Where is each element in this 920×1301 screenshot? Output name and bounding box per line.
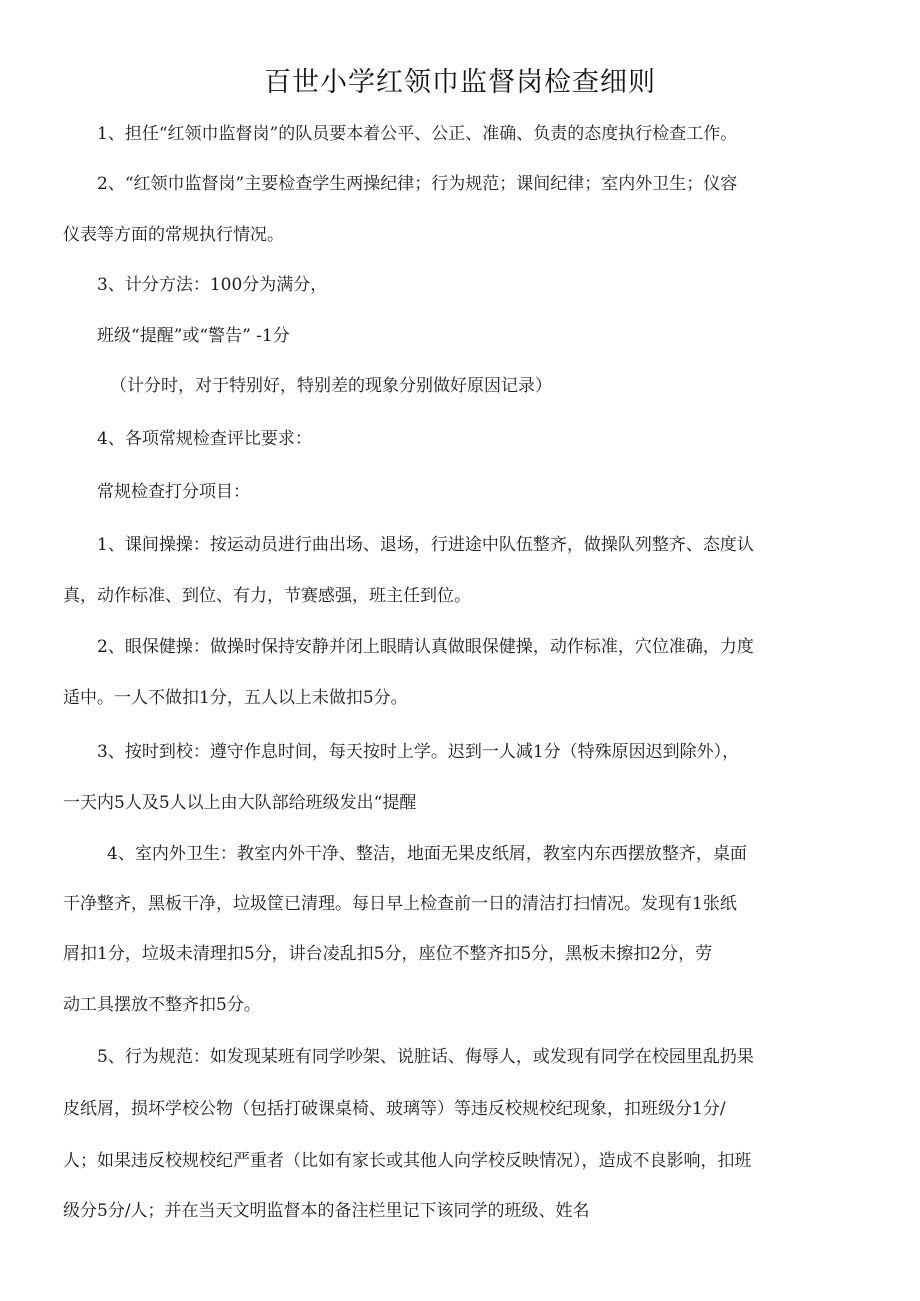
text-line: 屑扣1分，垃圾未清理扣5分，讲台凌乱扣5分，座位不整齐扣5分，黑板未擦扣2分，劳 xyxy=(63,944,713,964)
text-line: 皮纸屑，损坏学校公物（包括打破课桌椅、玻璃等）等违反校规校纪现象，扣班级分1分/ xyxy=(63,1099,726,1119)
text-line: 1、担任“红领巾监督岗”的队员要本着公平、公正、准确、负责的态度执行检查工作。 xyxy=(97,124,738,144)
text-line: 5、行为规范：如发现某班有同学吵架、说脏话、侮辱人，或发现有同学在校园里乱扔果 xyxy=(97,1047,754,1067)
text-line: 班级“提醒”或“警告” -1分 xyxy=(97,326,290,346)
document-title: 百世小学红领巾监督岗检查细则 xyxy=(264,67,656,98)
text-line: 适中。一人不做扣1分，五人以上未做扣5分。 xyxy=(63,688,408,708)
text-line: 一天内5人及5人以上由大队部给班级发出“提醒 xyxy=(63,793,417,813)
text-line: 2、“红领巾监督岗”主要检查学生两操纪律；行为规范；课间纪律；室内外卫生；仪容 xyxy=(97,174,738,194)
text-line: 4、各项常规检查评比要求： xyxy=(97,429,312,449)
text-line: 2、眼保健操：做操时保持安静并闭上眼睛认真做眼保健操，动作标准，穴位准确，力度 xyxy=(97,637,754,657)
text-line: 4、室内外卫生：教室内外干净、整洁，地面无果皮纸屑，教室内东西摆放整齐，桌面 xyxy=(107,844,747,864)
text-line: 1、课间操操：按运动员进行曲出场、退场，行进途中队伍整齐，做操队列整齐、态度认 xyxy=(97,535,754,555)
text-line: 3、按时到校：遵守作息时间，每天按时上学。迟到一人减1分（特殊原因迟到除外）， xyxy=(97,742,740,762)
text-line: 真，动作标准、到位、有力，节赛感强，班主任到位。 xyxy=(63,586,471,606)
text-line: 3、计分方法：100分为满分， xyxy=(97,275,328,295)
text-line: （计分时，对于特别好，特别差的现象分别做好原因记录） xyxy=(110,376,552,396)
text-line: 级分5分/人；并在当天文明监督本的备注栏里记下该同学的班级、姓名 xyxy=(63,1201,590,1221)
text-line: 人；如果违反校规校纪严重者（比如有家长或其他人向学校反映情况），造成不良影响，扣班 xyxy=(63,1151,752,1171)
text-line: 常规检查打分项目： xyxy=(97,482,250,502)
text-line: 干净整齐，黑板干净，垃圾筐已清理。每日早上检查前一日的清洁打扫情况。发现有1张纸 xyxy=(63,894,737,914)
text-line: 动工具摆放不整齐扣5分。 xyxy=(63,995,261,1015)
text-line: 仪表等方面的常规执行情况。 xyxy=(63,225,284,245)
